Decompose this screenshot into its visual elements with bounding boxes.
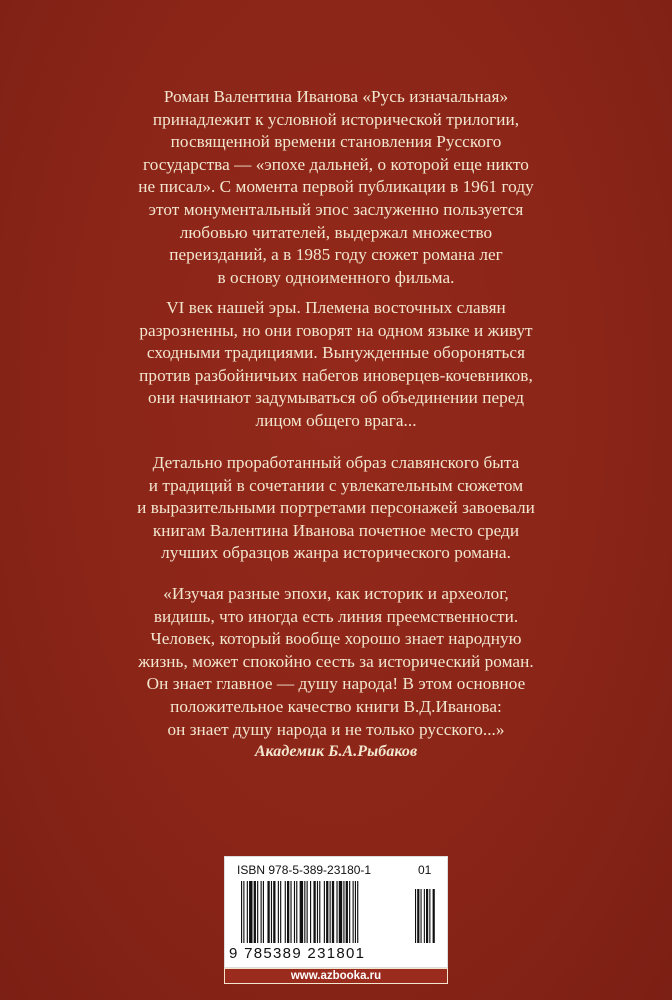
barcode-bar [355,881,356,943]
barcode-bar [310,881,311,943]
barcode-bar [349,881,350,943]
text-line: переизданий, а в 1985 году сюжет романа лег [169,245,503,265]
publisher-website: www.azbooka.ru [224,968,448,984]
isbn-barcode [224,856,448,968]
barcode-bar [339,881,342,943]
barcode-digits: 9 785389 231801 [229,945,366,962]
barcode-addon-bar [417,889,419,943]
text-line: они начинают задумываться об объединении перед [147,388,525,408]
barcode-bar [294,881,295,943]
barcode-addon-bar [426,889,428,943]
text-line: Человек, который вообще хорошо знает народную [150,629,522,649]
barcode-bar [273,881,275,943]
barcode-bar [263,881,264,943]
text-line: против разбойничьих набегов иноверцев-кочевников, [139,365,533,385]
barcode-addon-bar [433,889,435,943]
barcode-bar [353,881,354,943]
barcode-bar [326,881,328,943]
barcode-bar [313,881,315,943]
text-line: положительное качество книги В.Д.Иванова: [170,696,502,716]
quote-attribution: Академик Б.А.Рыбаков [254,743,418,761]
text-line: Детально проработанный образ славянского быта [152,453,520,472]
text-line: видишь, что иногда есть линия преемственности. [153,606,519,626]
barcode-bar [261,881,262,943]
text-line: он знает душу народа и не только русского...» [167,719,505,739]
text-line: этот монументальный эпос заслуженно пользуется [148,199,524,219]
barcode-addon-bar [429,889,430,943]
barcode-bar [324,881,325,943]
barcode-addon-bar [424,889,425,943]
barcode-addon-number: 01 [418,863,432,877]
barcode-bar [257,881,258,943]
barcode-bar [247,881,248,943]
text-line: Он знает главное — душу народа! В этом основное [146,674,526,694]
isbn-label: ISBN 978-5-389-23180-1 [237,863,372,877]
text-line: государства — «эпохе дальней, о которой еще никто [143,154,529,174]
barcode-addon-bars [415,881,439,943]
text-line: разрозненны, но они говорят на одном языке и живут [139,320,533,340]
barcode-bar [254,881,256,943]
barcode-bar [317,881,318,943]
text-line: и выразительными портретами персонажей завоевали [137,498,535,518]
barcode-bar [300,881,303,943]
barcode-addon-bar [415,889,416,943]
barcode-bar [267,881,269,943]
barcode-bar [319,881,320,943]
barcode-bar [296,881,297,943]
text-line: жизнь, может спокойно сесть за исторический роман. [138,651,534,671]
text-line: любовью читателей, выдержал множество [179,222,493,242]
text-line: лучших образцов жанра исторического романа. [161,543,511,563]
barcode-bars [241,881,406,943]
barcode-bar [332,881,334,943]
text-line: книгам Валентина Иванова почетное место среди [152,520,520,540]
text-line: и традиций в сочетании с увлекательным сюжетом [148,475,524,495]
barcode-bar [287,881,289,943]
barcode-addon-bar [421,889,422,943]
barcode-bar [336,881,337,943]
barcode-bar [304,881,305,943]
barcode-bar [249,881,252,943]
barcode-bar [271,881,272,943]
barcode-bar [280,881,281,943]
text-line: не писал». С момента первой публикации в 1961 году [138,177,534,197]
barcode-bar [357,881,358,943]
text-line: Роман Валентина Иванова «Русь изначальная» [163,87,509,106]
barcode-bar [307,881,308,943]
barcode-bar [285,881,286,943]
synopsis-paragraph-1 [100,86,572,289]
review-quote [100,583,572,764]
text-line: принадлежит к условной исторической трилогии, [152,109,520,129]
synopsis-paragraph-3 [100,452,572,565]
text-line: лицом общего врага... [255,410,417,430]
barcode-bar [290,881,291,943]
barcode-bar [241,881,242,943]
text-line: VI век нашей эры. Племена восточных славян [166,298,506,317]
barcode-bar [343,881,344,943]
barcode-bar [330,881,331,943]
barcode-bar [278,881,279,943]
text-line: посвященной времени становления Русского [170,132,502,152]
text-line: в основу одноименного фильма. [217,267,455,287]
barcode-bar [346,881,348,943]
synopsis-paragraph-2 [100,297,572,433]
text-line: сходными традициями. Вынужденные обороняться [146,343,526,363]
text-line: «Изучая разные эпохи, как историк и археолог, [163,584,509,603]
barcode-bar [243,881,244,943]
